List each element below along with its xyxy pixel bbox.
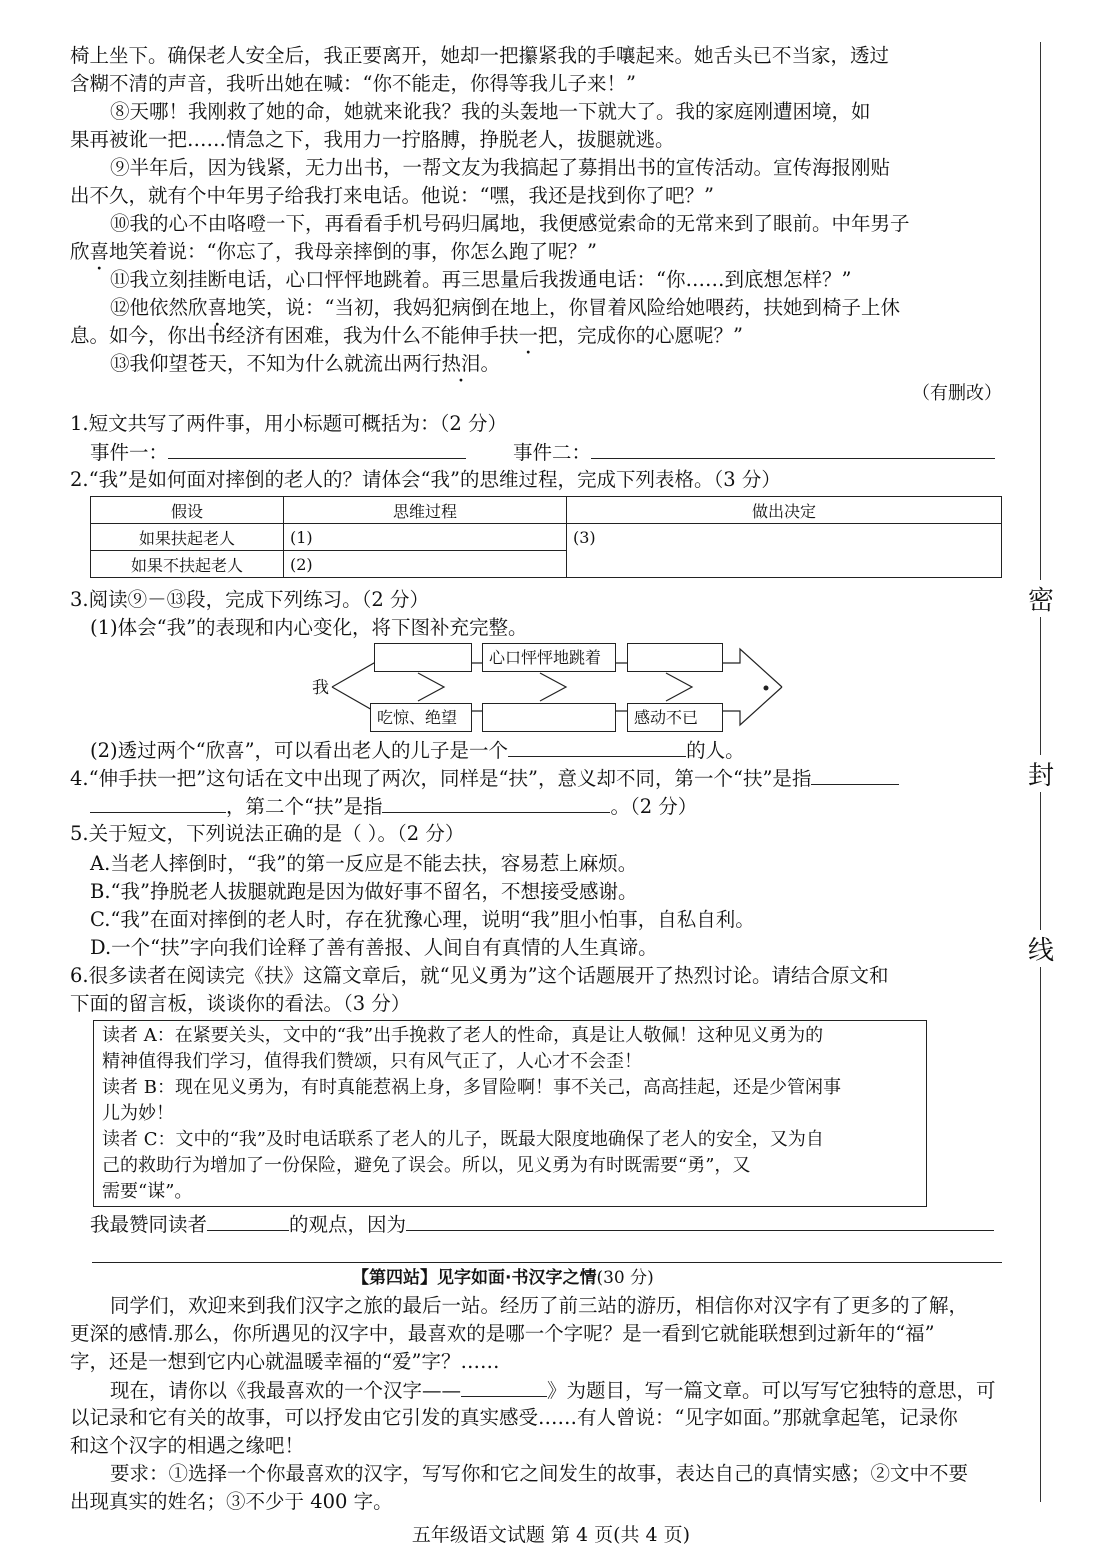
station4-para (110, 1376, 996, 1405)
story-line: 含糊不清的声音，我听出她在喊：“你不能走，你得等我儿子来！” (70, 72, 636, 95)
q3-sub1: (1)体会“我”的表现和内心变化，将下图补充完整。 (90, 616, 528, 639)
q6-reader-blank[interactable] (207, 1210, 289, 1231)
question-6-cont: 下面的留言板，谈谈你的看法。（3 分） (70, 992, 411, 1015)
q2-cell-3-label: (3) (573, 528, 596, 547)
chevron (540, 673, 566, 701)
story-line: ⑨半年后，因为钱紧，无力出书，一帮文友为我搞起了募捐出书的宣传活动。宣传海报刚贴 (110, 156, 891, 179)
source-note: （有删改） (912, 383, 1002, 404)
q1-event2-label: 事件二： (513, 441, 592, 464)
story-line (110, 350, 500, 378)
q3-sub2-tail: 的人。 (686, 739, 745, 762)
emphasis-xinxi: 欣喜地 (70, 240, 129, 263)
binding-char-mi: 密 (1024, 580, 1058, 617)
q5-option-a[interactable]: A.当老人摔倒时，“我”的第一反应是不能去扶，容易惹上麻烦。 (90, 852, 638, 875)
q4-blank-1-cont[interactable] (90, 792, 226, 813)
question-4 (70, 764, 899, 793)
question-5: 5.关于短文，下列说法正确的是（ ）。（2 分） (70, 822, 465, 845)
section-divider (92, 1262, 1002, 1263)
q3-box-bottom-1: 吃惊、绝望 (370, 703, 472, 732)
board-line: 读者 A：在紧要关头，文中的“我”出手挽救了老人的性命，真是让人敬佩！这种见义勇为的 (102, 1025, 824, 1046)
story-line-text: 息。如今，你出书经济有困难，我为什么不能伸手 (70, 324, 500, 347)
board-line: 精神值得我们学习，值得我们赞颂，只有风气正了，人心才不会歪！ (102, 1051, 642, 1072)
station4-para: 字，还是一想到它内心就温暖幸福的“爱”字？…… (70, 1350, 500, 1373)
station4-para: 和这个汉字的相遇之缘吧！ (70, 1434, 305, 1457)
station4-title (352, 1264, 654, 1292)
q3-box-top-2: 心口怦怦地跳着 (482, 643, 616, 672)
story-line-text: ⑬我仰望苍天，不知为什么就流出两行 (110, 352, 442, 375)
binding-char-feng: 封 (1024, 755, 1058, 792)
question-3: 3.阅读⑨－⑬段，完成下列练习。（2 分） (70, 588, 429, 611)
q4-text: 4.“伸手扶一把”这句话在文中出现了两次，同样是“扶”，意义却不同，第一个“扶”是指 (70, 767, 812, 790)
q2-cell-2[interactable]: (2) (284, 551, 567, 578)
q2-cell-3[interactable] (567, 524, 1002, 578)
story-line: ⑩我的心不由咯噔一下，再看看手机号码归属地，我便感觉索命的无常来到了眼前。中年男子 (110, 212, 910, 235)
q3-box-top-1[interactable] (374, 643, 472, 672)
station4-requirements: 出现真实的姓名；③不少于 400 字。 (70, 1490, 393, 1513)
q2-table (90, 496, 1002, 578)
story-line (70, 238, 597, 266)
station4-score: (30 分) (596, 1268, 654, 1288)
q2-header-decision: 做出决定 (567, 497, 1002, 524)
q6-answer-label: 我最赞同读者 (90, 1213, 208, 1236)
page-footer: 五年级语文试题 第 4 页(共 4 页) (411, 1524, 691, 1546)
q3-box-top-3[interactable] (627, 643, 723, 672)
q3-wo-label: 我 (312, 678, 329, 698)
board-line: 需要“谋”。 (102, 1181, 193, 1202)
board-line: 儿为妙！ (102, 1103, 174, 1124)
essay-title-blank[interactable] (461, 1376, 547, 1397)
story-line: ⑧天哪！我刚救了她的命，她就来讹我？我的头轰地一下就大了。我的家庭刚遭困境，如 (110, 100, 871, 123)
q5-option-b[interactable]: B.“我”挣脱老人拔腿就跑是因为做好事不留名，不想接受感谢。 (90, 880, 638, 903)
story-line: 果再被讹一把……情急之下，我用力一拧胳膊，挣脱老人，拔腿就逃。 (70, 128, 675, 151)
q3-sub2-text: (2)透过两个“欣喜”，可以看出老人的儿子是一个 (90, 739, 509, 762)
q1-answer-row (90, 438, 995, 467)
q2-header-thinking: 思维过程 (284, 497, 567, 524)
board-line: 读者 B：现在见义勇为，有时真能惹祸上身，多冒险啊！事不关己，高高挂起，还是少管闲事 (102, 1077, 841, 1098)
q6-answer-label-2: 的观点，因为 (289, 1213, 407, 1236)
q5-option-c[interactable]: C.“我”在面对摔倒的老人时，存在犹豫心理，说明“我”胆小怕事，自私自利。 (90, 908, 755, 931)
board-line: 读者 C：文中的“我”及时电话联系了老人的儿子，既最大限度地确保了老人的安全，又为自 (102, 1129, 824, 1150)
q4-text-3: 。（2 分） (610, 795, 698, 818)
binding-char-xian: 线 (1024, 930, 1058, 967)
station4-para: 更深的感情.那么，你所遇见的汉字中，最喜欢的是哪一个字呢？是一看到它就能联想到过新年的“福” (70, 1322, 935, 1345)
story-line: 出不久，就有个中年男子给我打来电话。他说：“嘿，我还是找到你了吧？” (70, 184, 714, 207)
story-line (70, 322, 743, 350)
chevron (666, 673, 692, 701)
q2-row2-label: 如果不扶起老人 (91, 551, 284, 578)
q4-blank-2[interactable] (382, 792, 610, 813)
station4-title-prompt: 现在，请你以《我最喜欢的一个汉字—— (110, 1379, 462, 1402)
q4-line2 (90, 792, 697, 821)
story-line-text: 笑着说：“你忘了，我母亲摔倒的事，你怎么跑了呢？” (128, 240, 597, 263)
q3-sub2-blank[interactable] (508, 736, 686, 757)
story-line: 椅上坐下。确保老人安全后，我正要离开，她却一把攥紧我的手嚷起来。她舌头已不当家，透过 (70, 44, 890, 67)
story-line-text: ，完成你的心愿呢？” (557, 324, 744, 347)
q6-answer-row (90, 1210, 994, 1239)
board-line: 己的救助行为增加了一份保险，避免了误会。所以，见义勇为有时既需要“勇”，又 (102, 1155, 751, 1176)
question-2: 2.“我”是如何面对摔倒的老人的？请体会“我”的思维过程，完成下列表格。（3 分） (70, 468, 781, 491)
story-line-text: ⑫他依然 (110, 296, 189, 319)
q6-reason-blank[interactable] (406, 1210, 994, 1231)
station4-requirements: 要求：①选择一个你最喜欢的汉字，写写你和它之间发生的故事，表达自己的真情实感；②文中不要 (110, 1462, 969, 1485)
chevron (418, 673, 444, 701)
q2-cell-1[interactable]: (1) (284, 524, 567, 551)
station4-title-text: 【第四站】见字如面·书汉字之情 (352, 1268, 597, 1288)
arrow-dot (764, 686, 769, 691)
q2-row1-label: 如果扶起老人 (91, 524, 284, 551)
story-line-text: 。 (480, 352, 501, 375)
message-board (93, 1020, 927, 1207)
emphasis-rele: 热泪 (441, 352, 481, 375)
q1-event1-blank[interactable] (168, 438, 466, 459)
story-line (110, 294, 900, 322)
station4-para: 同学们，欢迎来到我们汉字之旅的最后一站。经历了前三站的游历，相信你对汉字有了更多的了解， (110, 1294, 969, 1317)
q1-event2-blank[interactable] (591, 438, 995, 459)
q5-option-d[interactable]: D.一个“扶”字向我们诠释了善有善报、人间自有真情的人生真谛。 (90, 936, 658, 959)
emphasis-fuyiba: 扶一把 (499, 324, 558, 347)
q3-box-bottom-2[interactable] (482, 703, 616, 732)
story-line-text: 笑，说：“当初，我妈犯病倒在地上，你冒着风险给她喂药，扶她到椅子上休 (246, 296, 901, 319)
q4-blank-1[interactable] (811, 764, 899, 785)
q3-sub2 (90, 736, 745, 765)
q1-event1-label: 事件一： (90, 441, 169, 464)
q3-box-bottom-3: 感动不已 (627, 703, 723, 732)
station4-para: 以记录和它有关的故事，可以抒发由它引发的真实感受……有人曾说：“见字如面。”那就拿起笔，记录你 (70, 1406, 958, 1429)
story-line: ⑪我立刻挂断电话，心口怦怦地跳着。再三思量后我拨通电话：“你……到底想怎样？” (110, 268, 852, 291)
question-6: 6.很多读者在阅读完《扶》这篇文章后，就“见义勇为”这个话题展开了热烈讨论。请结合原文和 (70, 964, 889, 987)
emphasis-xinxi: 欣喜地 (188, 296, 247, 319)
question-1: 1.短文共写了两件事，用小标题可概括为：（2 分） (70, 412, 507, 435)
q4-text-2: ，第二个“扶”是指 (226, 795, 383, 818)
q2-header-assumption: 假设 (91, 497, 284, 524)
station4-title-prompt-2: 》为题目，写一篇文章。可以写写它独特的意思，可 (547, 1379, 996, 1402)
